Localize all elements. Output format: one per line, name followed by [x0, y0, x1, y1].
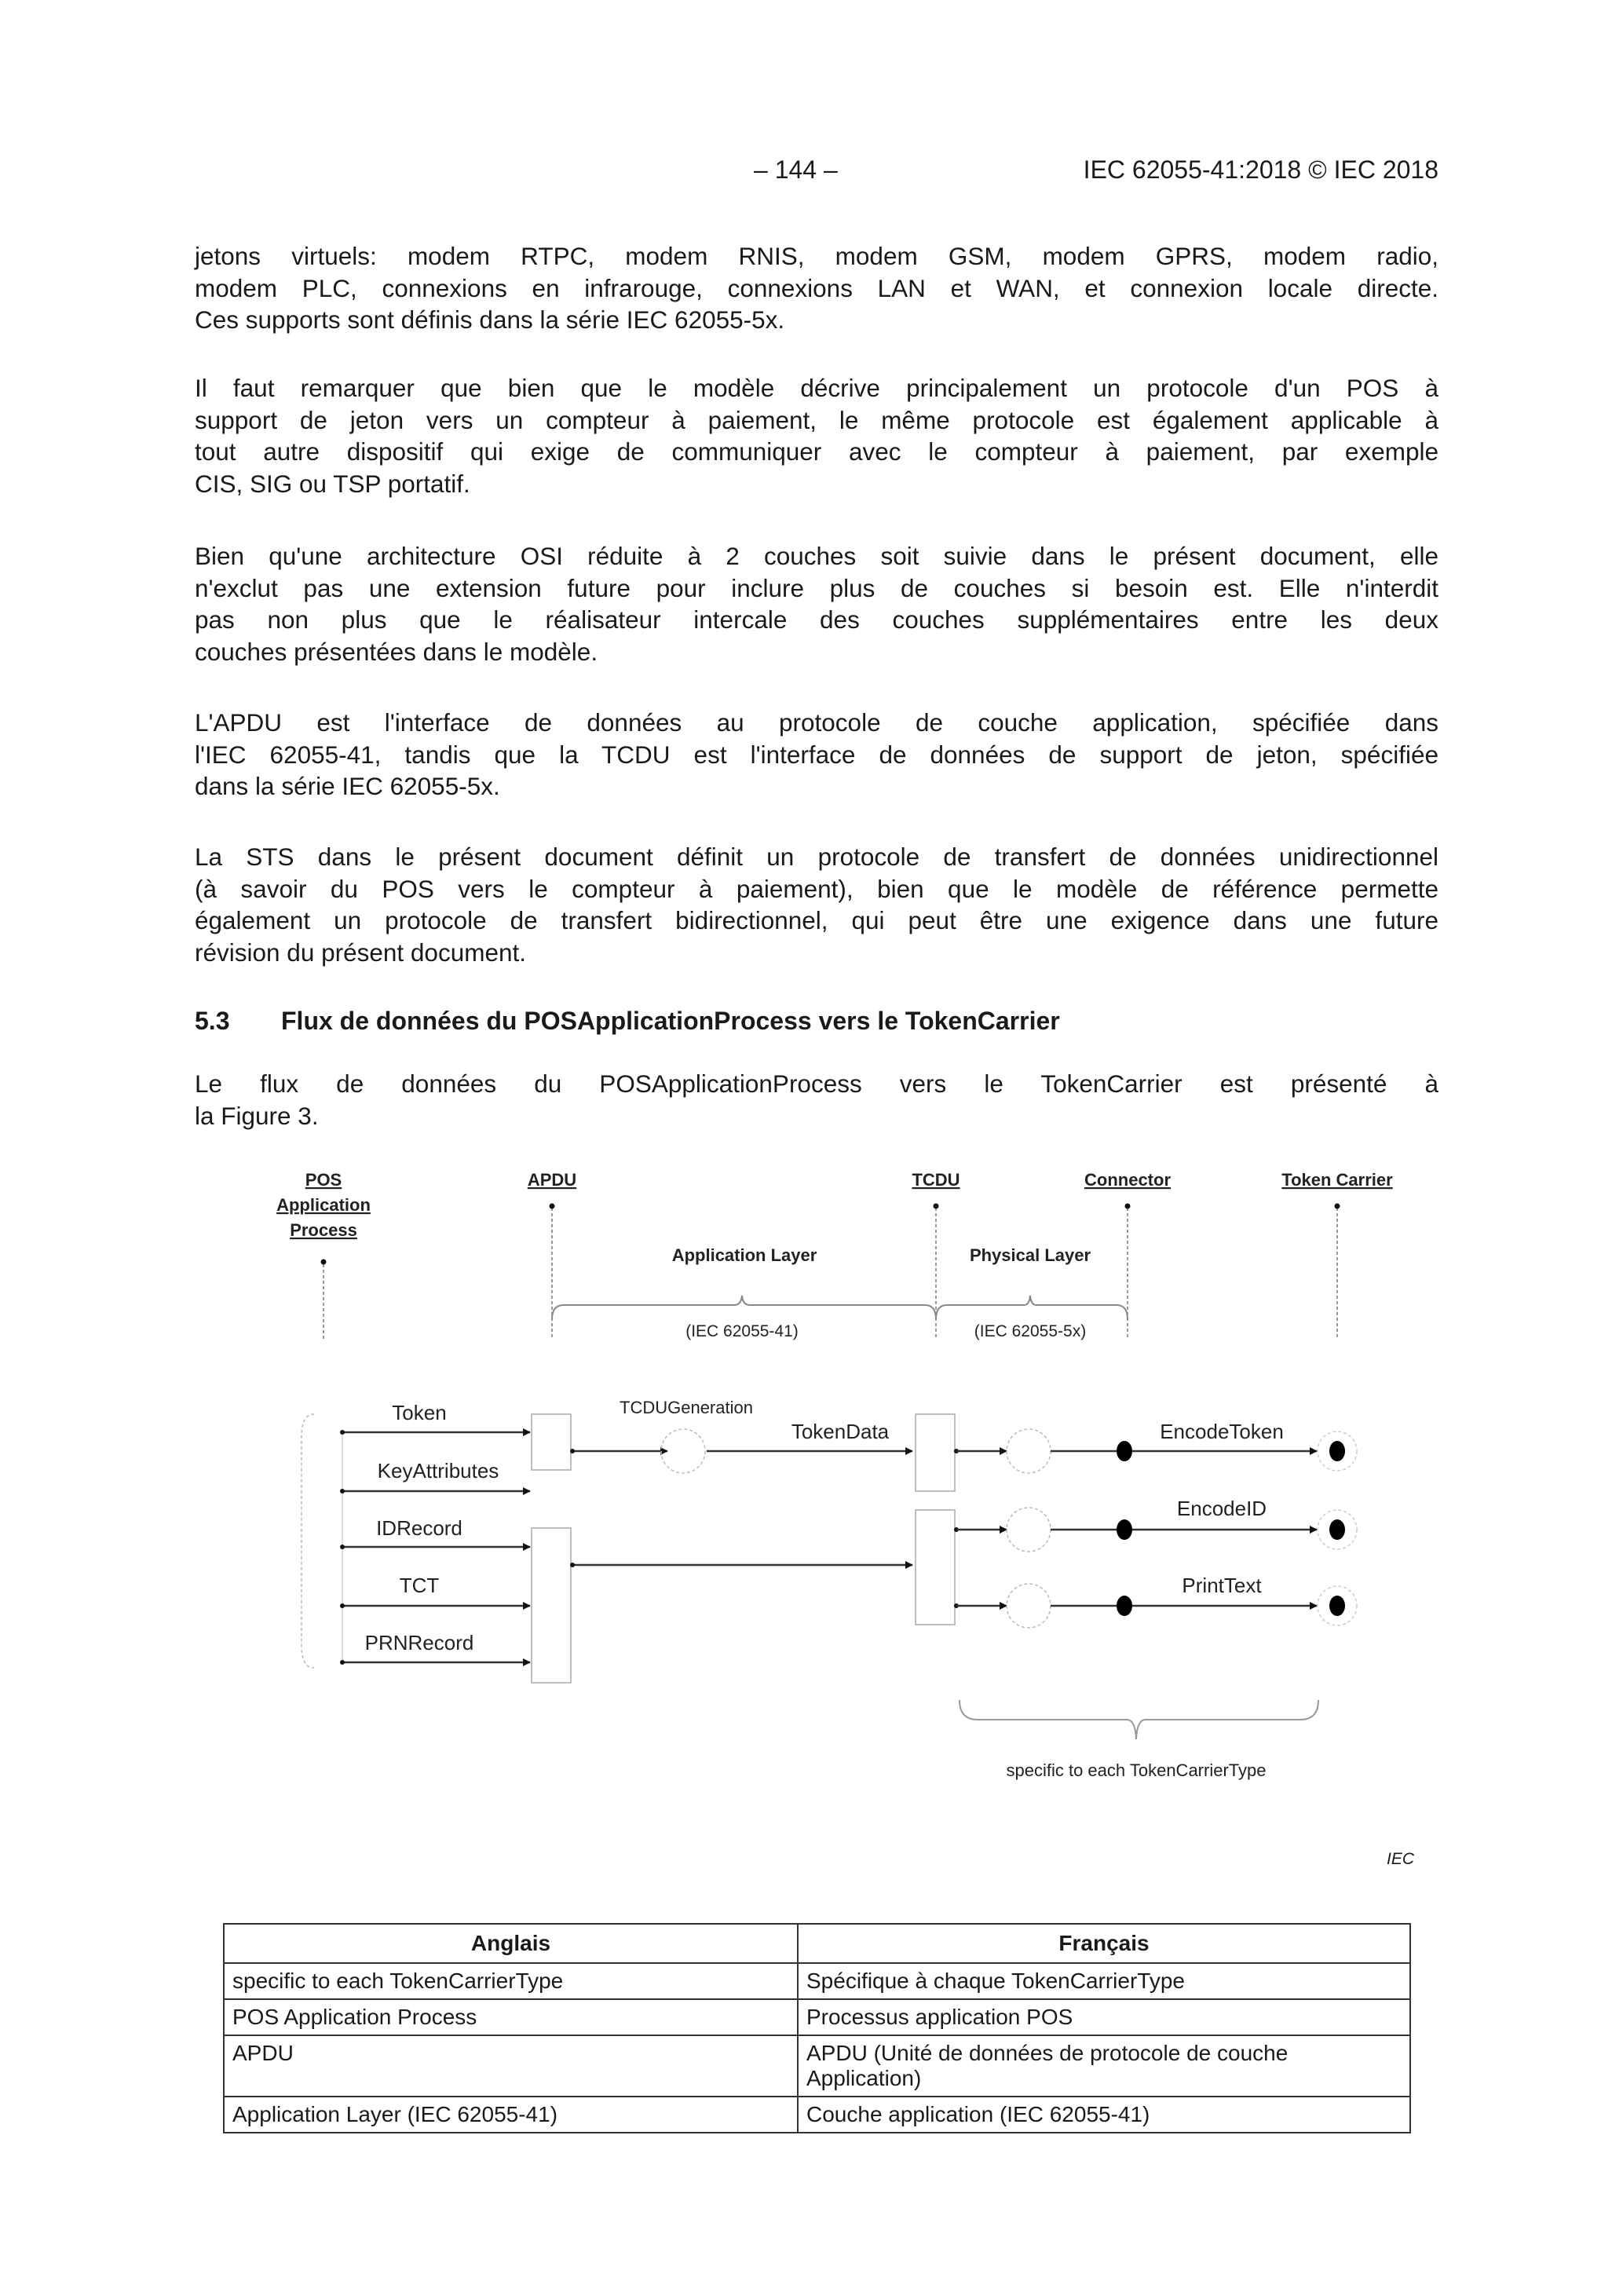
physical-layer-label: Physical Layer — [969, 1245, 1091, 1265]
pos-column-label: Application — [276, 1195, 371, 1215]
tcdu-column-label: TCDU — [912, 1170, 960, 1190]
table-row — [224, 2097, 1410, 2133]
page-number: – 144 – — [754, 155, 838, 184]
table-cell: Application Layer (IEC 62055-41) — [224, 2097, 798, 2133]
input-label-prnrecord: PRNRecord — [364, 1631, 474, 1654]
table-row — [224, 2035, 1410, 2097]
output-label-encodeid: EncodeID — [1176, 1497, 1267, 1520]
text-line: CIS, SIG ou TSP portatif. — [195, 469, 470, 498]
token-carrier-type-brace — [960, 1700, 1318, 1739]
connector-node — [1117, 1441, 1132, 1461]
table-cell: POS Application Process — [224, 1999, 798, 2035]
application-layer-ref: (IEC 62055-41) — [685, 1322, 799, 1340]
text-line: Il faut remarquer que bien que le modèle décrive principalement un protocole d'un POS à — [195, 374, 1438, 402]
token-carrier-node — [1329, 1519, 1345, 1540]
text-line: l'IEC 62055-41, tandis que la TCDU est l'interface de données de support de jeton, spécifiée — [195, 740, 1438, 769]
table-cell: Couche application (IEC 62055-41) — [798, 2097, 1410, 2133]
table-cell: Spécifique à chaque TokenCarrierType — [798, 1963, 1410, 1999]
pos-process-bracket — [302, 1414, 314, 1668]
encode-process — [1007, 1584, 1051, 1628]
section-title: Flux de données du POSApplicationProcess vers le TokenCarrier — [281, 1007, 1060, 1035]
table-cell: Processus application POS — [798, 1999, 1410, 2035]
text-line: la Figure 3. — [195, 1101, 319, 1130]
translation-table — [223, 1923, 1411, 2133]
text-line: support de jeton vers un compteur à paiement, le même protocole est également applicable à — [195, 405, 1438, 434]
apdu-box-token — [532, 1414, 571, 1470]
application-layer-brace — [552, 1296, 936, 1319]
section-number: 5.3 — [195, 1007, 230, 1035]
connector-node — [1117, 1519, 1132, 1540]
token-carrier-node — [1329, 1596, 1345, 1616]
output-label-printtext: PrintText — [1182, 1574, 1262, 1597]
text-line: (à savoir du POS vers le compteur à paiement), bien que le modèle de référence permette — [195, 874, 1438, 903]
column-header: Anglais — [224, 1924, 798, 1963]
physical-layer-brace — [936, 1296, 1128, 1319]
application-layer-label: Application Layer — [671, 1245, 817, 1265]
standard-reference: IEC 62055-41:2018 © IEC 2018 — [1083, 155, 1438, 184]
text-line: La STS dans le présent document définit un protocole de transfert de données unidirectionnel — [195, 843, 1438, 871]
apdu-box-records — [532, 1528, 571, 1683]
text-line: Ces supports sont définis dans la série IEC 62055-5x. — [195, 305, 785, 334]
input-label-idrecord: IDRecord — [376, 1516, 462, 1540]
token-data-label: TokenData — [791, 1420, 890, 1443]
table-row — [224, 1963, 1410, 1999]
input-label-keyattributes: KeyAttributes — [377, 1459, 499, 1483]
table-cell: APDU — [224, 2035, 798, 2097]
physical-layer-ref: (IEC 62055-5x) — [974, 1322, 1087, 1340]
column-header: Français — [798, 1924, 1410, 1963]
table-cell: specific to each TokenCarrierType — [224, 1963, 798, 1999]
tcdu-box-records — [916, 1510, 955, 1625]
text-line: jetons virtuels: modem RTPC, modem RNIS, modem GSM, modem GPRS, modem radio, — [195, 242, 1438, 270]
text-line: dans la série IEC 62055-5x. — [195, 772, 500, 800]
tcdu-generation-process — [661, 1429, 705, 1473]
text-line: Bien qu'une architecture OSI réduite à 2 couches soit suivie dans le présent document, elle — [195, 542, 1438, 570]
token-carrier-column-label: Token Carrier — [1281, 1170, 1393, 1190]
apdu-column-label: APDU — [527, 1170, 577, 1190]
connector-node — [1117, 1596, 1132, 1616]
tcdu-box-token — [916, 1414, 955, 1491]
text-line: pas non plus que le réalisateur intercale des couches supplémentaires entre les deux — [195, 605, 1438, 634]
text-line: Le flux de données du POSApplicationProcess vers le TokenCarrier est présenté à — [195, 1069, 1438, 1098]
tcdu-generation-label: TCDUGeneration — [620, 1398, 753, 1417]
output-label-encodetoken: EncodeToken — [1160, 1420, 1284, 1443]
figure-credit: IEC — [1387, 1850, 1415, 1868]
table-row — [224, 1999, 1410, 2035]
brace-label: specific to each TokenCarrierType — [1006, 1760, 1267, 1780]
connector-column-label: Connector — [1084, 1170, 1171, 1190]
text-line: révision du présent document. — [195, 938, 526, 967]
encode-process — [1007, 1429, 1051, 1473]
text-line: tout autre dispositif qui exige de communiquer avec le compteur à paiement, par exemple — [195, 437, 1438, 466]
pos-column-label: Process — [290, 1220, 357, 1240]
text-line: également un protocole de transfert bidirectionnel, qui peut être une exigence dans une future — [195, 906, 1438, 934]
input-label-tct: TCT — [399, 1574, 440, 1597]
text-line: modem PLC, connexions en infrarouge, connexions LAN et WAN, et connexion locale directe. — [195, 273, 1438, 302]
token-carrier-node — [1329, 1441, 1345, 1461]
pos-column-label: POS — [305, 1170, 342, 1190]
table-cell: APDU (Unité de données de protocole de couche Application) — [798, 2035, 1410, 2097]
text-line: couches présentées dans le modèle. — [195, 637, 598, 666]
encode-process — [1007, 1508, 1051, 1552]
input-label-token: Token — [392, 1401, 447, 1424]
text-line: n'exclut pas une extension future pour inclure plus de couches si besoin est. Elle n'interdit — [195, 573, 1438, 602]
text-line: L'APDU est l'interface de données au protocole de couche application, spécifiée dans — [195, 708, 1438, 737]
